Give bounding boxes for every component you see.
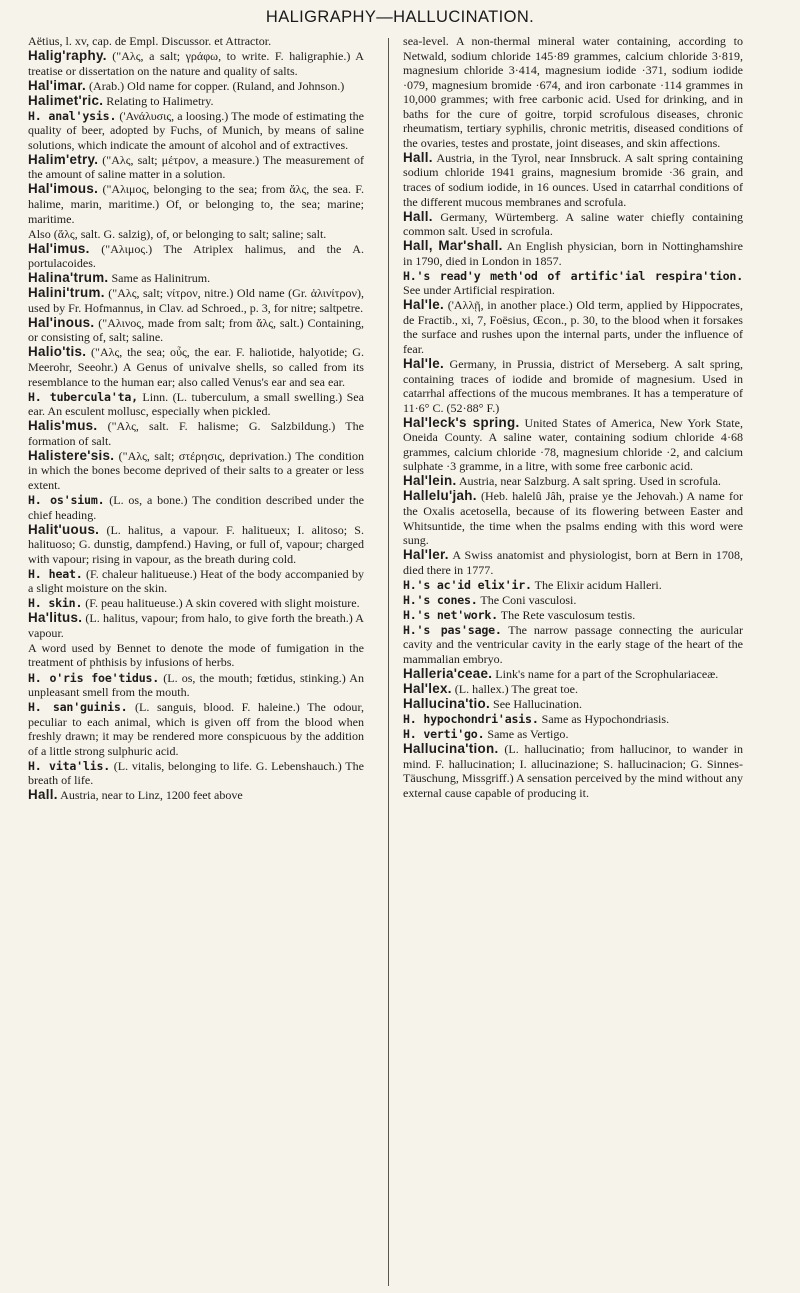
- dictionary-entry: [28, 153, 364, 182]
- sub-headword: H. tubercula'ta,: [28, 389, 138, 404]
- headword: Halio'tis.: [28, 344, 87, 360]
- sub-headword: H.'s net'work.: [403, 607, 498, 622]
- entry-definition: Germany, Würtemberg. A saline water chiefly containing common salt. Used in scrofula.: [403, 209, 743, 239]
- headword: Hall.: [28, 787, 58, 803]
- dictionary-entry: [28, 316, 364, 345]
- sub-headword: H. heat.: [28, 566, 83, 581]
- dictionary-entry: [403, 269, 743, 298]
- entry-definition: (F. chaleur halitueuse.) Heat of the body accompanied by a slight moisture on the skin.: [28, 566, 364, 596]
- dictionary-entry: [403, 727, 743, 742]
- entry-definition: Germany, in Prussia, district of Merseberg. A salt spring, containing traces of iodide and bromide of magnesium. Used in catarrhal affections of the mucous membranes. It has a temperature of 11·6° C. (52·88° F.): [403, 357, 743, 415]
- entry-definition: Relating to Halimetry.: [103, 93, 214, 108]
- dictionary-entry: [28, 182, 364, 226]
- sub-headword: H. vita'lis.: [28, 758, 111, 773]
- headword: Ha'litus.: [28, 610, 83, 626]
- headword: Halina'trum.: [28, 270, 109, 286]
- entry-definition: Same as Hypochondriasis.: [538, 712, 670, 727]
- dictionary-entry: [28, 49, 364, 78]
- column-divider: [388, 38, 389, 1286]
- entry-definition: A Swiss anatomist and physiologist, born at Bern in 1708, died there in 1777.: [403, 548, 743, 577]
- entry-definition: Also (ἅλς, salt. G. salzig), of, or belonging to salt; saline; salt.: [28, 226, 327, 241]
- page-header: HALIGRAPHY—HALLUCINATION.: [265, 8, 535, 26]
- entry-definition: Austria, in the Tyrol, near Innsbruck. A salt spring containing sodium chloride 1941 grains, magnesium bromide ·36 grain, and traces of sodium iodide, in 16 ounces. Used in catarrhal conditions of the different mucous membranes and scrofula.: [403, 150, 743, 209]
- headword: Hal'le.: [403, 356, 445, 372]
- dictionary-entry: [28, 419, 364, 448]
- entry-definition: Linn. (L. tuberculum, a small swelling.) Sea ear. An esculent mollusc, especially when pickled.: [28, 389, 364, 419]
- headword: Hal'leck's spring.: [403, 414, 520, 430]
- entry-definition: Same as Vertigo.: [484, 727, 569, 742]
- dictionary-entry: [403, 682, 743, 697]
- dictionary-entry: [28, 700, 364, 758]
- dictionary-entry: [28, 641, 364, 670]
- sub-headword: H.'s read'y meth'od of artific'ial respira'tion.: [403, 268, 743, 283]
- headword: Hall, Mar'shall.: [403, 238, 503, 254]
- dictionary-entry: [28, 671, 364, 700]
- entry-definition: ("Αλιμος.) The Atriplex halimus, and the A. portulacoides.: [28, 241, 364, 271]
- dictionary-entry: [403, 548, 743, 577]
- sub-headword: H. o'ris foe'tidus.: [28, 670, 160, 685]
- entry-definition: ("Αλς, a salt; γράφω, to write. F. haligraphie.) A treatise or dissertation on the nature and quality of salts.: [28, 49, 364, 78]
- entry-definition: The Elixir acidum Halleri.: [531, 577, 662, 592]
- entry-definition: (L. halitus, a vapour. F. halitueux; I. alitoso; S. halituoso; G. dunstig, dampfend.) Having, or full of, vapour; charged with vapour; rising in vapour, as the breath during cold.: [28, 522, 364, 566]
- entry-definition: (L. os, the mouth; fœtidus, stinking.) An unpleasant smell from the mouth.: [28, 670, 364, 700]
- sub-headword: H. verti'go.: [403, 727, 485, 742]
- entry-definition: A word used by Bennet to denote the mode of fumigation in the treatment of phthisis by infusions of herbs.: [28, 640, 364, 670]
- right-column: [403, 34, 743, 801]
- dictionary-entry: [403, 239, 743, 268]
- entry-definition: Austria, near to Linz, 1200 feet above: [57, 788, 243, 803]
- entry-definition: sea-level. A non-thermal mineral water containing, according to Netwald, sodium chloride 145·89 grammes, calcium chloride 3·819, magnesium chloride 3·414, magnesium iodide ·371, sodium iodide ·079, magnesium bromide ·674, and iron carbonate ·114 grammes in 10,000 grammes; with free carbonic acid. Used for drinking, and in baths for the cure of goitre, torpid scrofulous diseases, chronic rheumatism, tertiary syphilis, chronic metritis, diseased conditions of the ovaries, testes and prostate, joint diseases, and skin affections.: [403, 34, 743, 150]
- dictionary-entry: [403, 151, 743, 209]
- dictionary-entry: [403, 697, 743, 712]
- headword: Hal'imus.: [28, 240, 90, 256]
- headword: Hal'imous.: [28, 181, 99, 197]
- dictionary-entry: [403, 623, 743, 667]
- entry-definition: (L. os, a bone.) The condition described under the chief heading.: [28, 492, 364, 522]
- sub-headword: H. skin.: [28, 596, 83, 611]
- entry-definition: Same as Halinitrum.: [108, 271, 211, 286]
- dictionary-entry: [403, 742, 743, 800]
- sub-headword: H.'s cones.: [403, 592, 478, 607]
- dictionary-entry: [403, 210, 743, 239]
- headword: Hall.: [403, 208, 433, 224]
- headword: Hal'lein.: [403, 473, 457, 489]
- entry-definition: ("Αλς, the sea; οὖς, the ear. F. haliotide, halyotide; G. Meerohr, Seeohr.) A Genus of univalve shells, so called from its resemblance to the human ear; also called Venus's ear and sea ear.: [28, 345, 364, 389]
- sub-headword: H. san'guinis.: [28, 700, 128, 715]
- headword: Hall.: [403, 149, 433, 165]
- dictionary-entry: [28, 493, 364, 522]
- entry-definition: (L. vitalis, belonging to life. G. Lebenshauch.) The breath of life.: [28, 758, 364, 788]
- entry-definition: (Heb. halelû Jâh, praise ye the Jehovah.) A name for the Oxalis acetosella, because of its flowering between Easter and Whitsuntide, the time when the psalms ending with this word were sung.: [403, 489, 743, 548]
- entry-definition: ("Αλιμος, belonging to the sea; from ἅλς, the sea. F. halime, marin, maritime.) Of, or belonging to, the sea; marine; maritime.: [28, 182, 364, 226]
- entry-definition: (L. hallex.) The great toe.: [451, 682, 578, 697]
- left-column: [28, 34, 364, 803]
- dictionary-entry: [28, 242, 364, 271]
- headword: Halim'etry.: [28, 151, 99, 167]
- dictionary-entry: [28, 611, 364, 640]
- entry-definition: (L. hallucinatio; from hallucinor, to wander in mind. F. hallucination; I. allucinazione; S. hallucinacion; G. Sinnes-Täuschung, Missgriff.) A sensation perceived by the mind without any external cause capable of producing it.: [403, 742, 743, 800]
- headword: Hal'lex.: [403, 681, 452, 697]
- entry-definition: An English physician, born in Nottinghamshire in 1790, died in London in 1857.: [403, 239, 744, 268]
- entry-definition: Link's name for a part of the Scrophulariaceæ.: [492, 667, 719, 682]
- entry-definition: ('Ανάλυσις, a loosing.) The mode of estimating the quality of beer, adopted by Fuchs, of Munich, by means of saline solutions, which indicate the amount of alcohol and of extractives.: [28, 108, 364, 152]
- headword: Halig'raphy.: [28, 48, 107, 64]
- sub-headword: H. anal'ysis.: [28, 108, 117, 123]
- entry-definition: (Arab.) Old name for copper. (Ruland, and Johnson.): [86, 78, 345, 93]
- dictionary-entry: [403, 712, 743, 727]
- sub-headword: H.'s pas'sage.: [403, 622, 502, 637]
- entry-definition: See Hallucination.: [490, 697, 582, 712]
- dictionary-entry: [403, 357, 743, 415]
- entry-definition: See under Artificial respiration.: [403, 283, 555, 298]
- dictionary-entry: [28, 759, 364, 788]
- dictionary-entry: [403, 578, 743, 593]
- entry-definition: The narrow passage connecting the auricular cavity and the ventricular cavity in the early stage of the heart of the mammalian embryo.: [403, 622, 743, 666]
- dictionary-entry: [28, 523, 364, 567]
- dictionary-entry: [28, 567, 364, 596]
- entry-definition: United States of America, New York State, Oneida County. A saline water, containing sodium chloride 4·68 grammes, calcium chloride ·78, magnesium chloride ·2, and calcium sulphate ·3 gramme, in a litre, with some free carbonic acid.: [403, 415, 743, 474]
- dictionary-entry: [28, 449, 364, 493]
- entry-definition: ("Αλς, salt; μέτρον, a measure.) The measurement of the amount of saline matter in a solution.: [28, 152, 364, 182]
- dictionary-entry: [403, 298, 743, 356]
- headword: Halimet'ric.: [28, 92, 104, 108]
- headword: Halis'mus.: [28, 418, 98, 434]
- dictionary-entry: [28, 271, 364, 286]
- dictionary-entry: [28, 34, 364, 49]
- headword: Halit'uous.: [28, 521, 100, 537]
- entry-definition: ("Αλινος, made from salt; from ἅλς, salt.) Containing, or consisting of, salt; saline.: [28, 315, 364, 345]
- dictionary-entry: [28, 596, 364, 611]
- dictionary-entry: [403, 416, 743, 474]
- dictionary-entry: [403, 474, 743, 489]
- dictionary-entry: [28, 286, 364, 315]
- entry-definition: Austria, near Salzburg. A salt spring. Used in scrofula.: [456, 474, 721, 489]
- headword: Halleria'ceae.: [403, 666, 493, 682]
- dictionary-entry: [28, 94, 364, 109]
- dictionary-entry: [403, 34, 743, 150]
- headword: Hal'imar.: [28, 77, 86, 93]
- entry-definition: (L. sanguis, blood. F. haleine.) The odour, peculiar to each animal, which is given off from the blood when freshly drawn; it may be rendered more conspicuous by the addition of a little strong sulphuric acid.: [28, 700, 364, 758]
- entry-definition: (L. halitus, vapour; from halo, to give forth the breath.) A vapour.: [28, 611, 364, 640]
- entry-definition: ('Αλλῇ, in another place.) Old term, applied by Hippocrates, de Fractib., xi, 7, Foësius, Œcon., p. 30, to the blood when it forsakes the surface and rushes upon the internal parts, under the influence of fear.: [403, 298, 743, 356]
- headword: Hal'inous.: [28, 314, 95, 330]
- headword: Hallelu'jah.: [403, 488, 477, 504]
- dictionary-entry: [403, 489, 743, 547]
- entry-definition: (F. peau halitueuse.) A skin covered with slight moisture.: [82, 596, 360, 611]
- dictionary-entry: [403, 593, 743, 608]
- dictionary-entry: [28, 345, 364, 389]
- headword: Hallucina'tion.: [403, 741, 499, 757]
- dictionary-entry: [28, 788, 364, 803]
- headword: Halistere'sis.: [28, 447, 115, 463]
- entry-definition: The Rete vasculosum testis.: [497, 607, 636, 622]
- dictionary-entry: [28, 79, 364, 94]
- entry-definition: ("Αλς, salt. F. halisme; G. Salzbildung.) The formation of salt.: [28, 419, 364, 448]
- entry-definition: The Coni vasculosi.: [477, 592, 577, 607]
- entry-definition: ("Αλς, salt; στέρησις, deprivation.) The condition in which the bones become deprived of their salts to a greater or less extent.: [28, 448, 364, 492]
- dictionary-entry: [28, 109, 364, 153]
- dictionary-entry: [28, 390, 364, 419]
- dictionary-entry: [28, 227, 364, 242]
- headword: Halini'trum.: [28, 285, 105, 301]
- sub-headword: H. os'sium.: [28, 492, 105, 507]
- headword: Hal'le.: [403, 297, 445, 313]
- headword: Hallucina'tio.: [403, 696, 490, 712]
- dictionary-entry: [403, 667, 743, 682]
- entry-definition: Aëtius, l. xv, cap. de Empl. Discussor. et Attractor.: [28, 34, 272, 48]
- entry-definition: ("Αλς, salt; νίτρον, nitre.) Old name (Gr. ἁλινίτρον), used by Fr. Hofmannus, in Clav. ad Schroed., p. 3, for nitre; saltpetre.: [28, 286, 364, 315]
- sub-headword: H. hypochondri'asis.: [403, 712, 539, 727]
- dictionary-entry: [403, 608, 743, 623]
- sub-headword: H.'s ac'id elix'ir.: [403, 577, 532, 592]
- headword: Hal'ler.: [403, 547, 449, 563]
